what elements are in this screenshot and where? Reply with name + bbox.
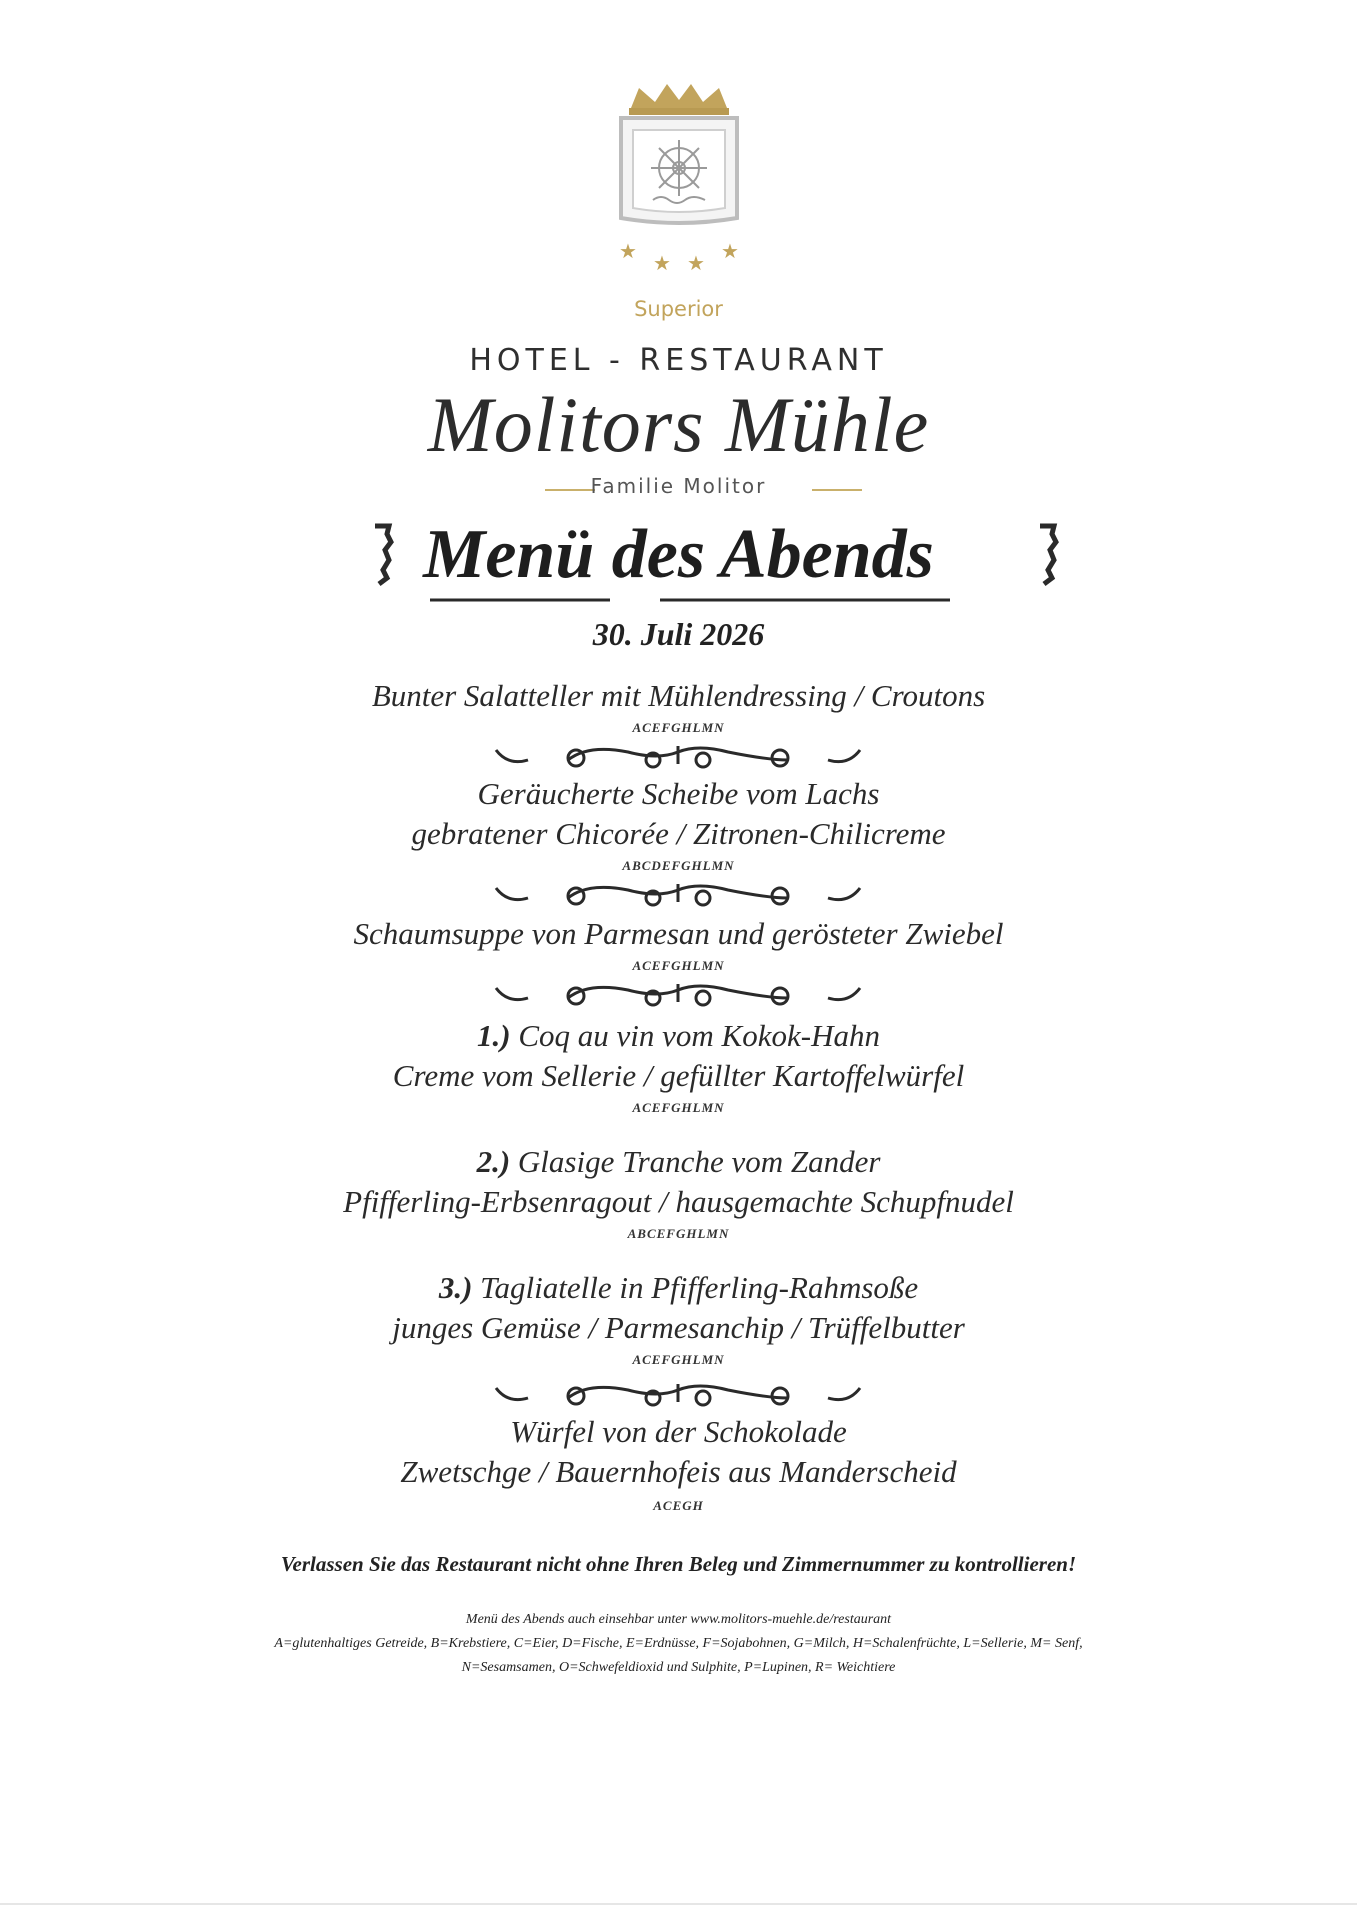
family-rule-right [812,489,862,491]
main-3-number: 3.) [438,1270,473,1305]
main-1-line-2: Creme vom Sellerie / gefüllter Kartoffelwürfel [392,1058,965,1093]
main-3-title: Tagliatelle in Pfifferling-Rahmsoße [472,1270,919,1305]
menu-title: Menü des Abends [423,516,934,593]
main-1-title: Coq au vin vom Kokok-Hahn [510,1018,880,1053]
course-2-line-1: Geräucherte Scheibe vom Lachs [477,776,880,811]
main-3-line-1 [0,1268,1357,1308]
allergen-legend-line-1: A=glutenhaltiges Getreide, B=Krebstiere, C=Eier, D=Fische, E=Erdnüsse, F=Sojabohnen, G=Milch, H=Schalenfrüchte, L=Sellerie, M= Senf, [274,1636,1083,1651]
main-3-allergens: ACEFGHLMN [632,1352,725,1367]
main-2-number: 2.) [476,1144,511,1179]
course-1-allergens: ACEFGHLMN [632,720,725,735]
ornament-divider-icon [488,738,868,774]
main-3-line-2: junges Gemüse / Parmesanchip / Trüffelbutter [392,1310,965,1345]
footer-website-note: Menü des Abends auch einsehbar unter www.molitors-muehle.de/restaurant [465,1612,892,1627]
main-2-title: Glasige Tranche vom Zander [510,1144,881,1179]
course-2-line-2: gebratener Chicorée / Zitronen-Chilicreme [411,816,946,851]
course-1-line-1: Bunter Salatteller mit Mühlendressing / Croutons [371,678,986,713]
title-underline [430,598,950,602]
course-3-line-1: Schaumsuppe von Parmesan und gerösteter Zwiebel [353,916,1004,951]
main-2-line-2: Pfifferling-Erbsenragout / hausgemachte Schupfnudel [343,1184,1014,1219]
ornament-divider-icon [488,876,868,912]
star-icon: ★ [619,239,637,263]
star-icon: ★ [687,251,705,275]
brand-name: Molitors Mühle [427,381,930,468]
checkout-notice: Verlassen Sie das Restaurant nicht ohne Ihren Beleg und Zimmernummer zu kontrollieren! [280,1552,1077,1576]
course-3-allergens: ACEFGHLMN [632,958,725,973]
main-2-allergens: ABCEFGHLMN [627,1226,730,1241]
course-2-allergens: ABCDEFGHLMN [622,858,735,873]
crown-icon [629,84,729,115]
hotel-logo [609,80,749,280]
title-ornament-right [1030,520,1064,590]
star-icon: ★ [721,239,739,263]
star-icon: ★ [653,251,671,275]
dessert-line-2: Zwetschge / Bauernhofeis aus Manderscheid [400,1454,957,1489]
main-1-line-1 [0,1016,1357,1056]
dessert-allergens: ACEGH [653,1498,704,1513]
allergen-legend-line-2: N=Sesamsamen, O=Schwefeldioxid und Sulphite, P=Lupinen, R= Weichtiere [461,1660,896,1675]
scan-edge-line [0,1903,1357,1905]
hotel-restaurant-label: HOTEL - RESTAURANT [469,343,888,378]
menu-date: 30. Juli 2026 [592,616,765,652]
ornament-divider-icon [488,1376,868,1412]
family-label: Familie Molitor [590,474,767,498]
ornament-divider-icon [488,976,868,1012]
main-2-line-1 [0,1142,1357,1182]
dessert-line-1: Würfel von der Schokolade [510,1414,847,1449]
main-1-allergens: ACEFGHLMN [632,1100,725,1115]
main-1-number: 1.) [477,1018,511,1053]
superior-label: Superior [634,297,723,321]
